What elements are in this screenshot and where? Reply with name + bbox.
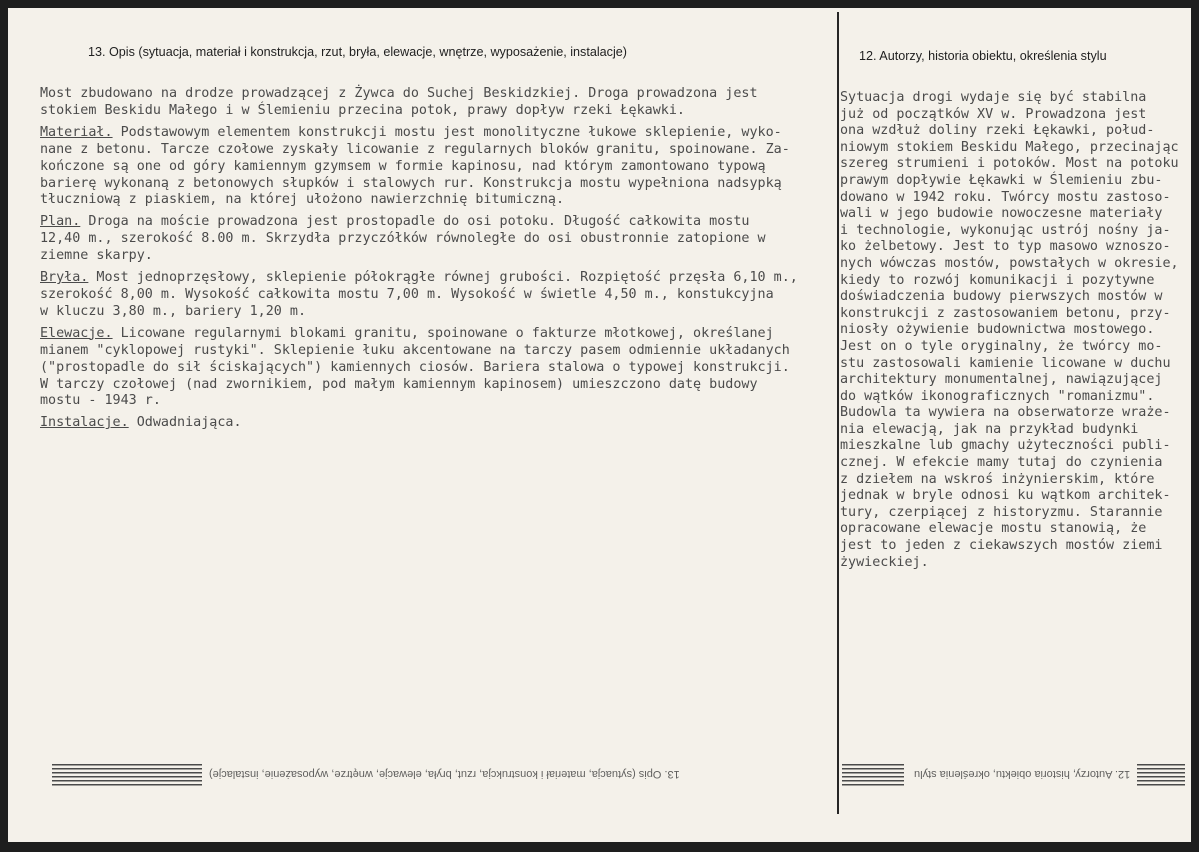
text-line: opracowane elewacje mostu stanowią, że — [840, 521, 1147, 537]
text-line: szereg strumieni i potoków. Most na potoku — [840, 156, 1179, 172]
material-label: Materiał. — [40, 124, 113, 140]
text-line: do wątków ikonograficznych "romanizmu". — [840, 388, 1155, 404]
text-run: Most jednoprzęsłowy, sklepienie półokrągłe równej grubości. Rozpiętość przęsła 6,10 m., — [88, 270, 798, 286]
text-line: niosły ożywienie budownictwa mostowego. — [840, 322, 1155, 338]
text-line: tury, czerpiącej z historyzmu. Starannie — [840, 504, 1163, 520]
text-line: żywieckiej. — [840, 554, 929, 570]
text-run: Droga na moście prowadzona jest prostopadle do osi potoku. Długość całkowita mostu — [80, 214, 750, 230]
text-line: dowano w 1942 roku. Twórcy mostu zastoso- — [840, 189, 1171, 205]
text-line: już od początków XV w. Prowadzona jest — [840, 106, 1147, 122]
text-line: 12,40 m., szerokość 8.00 m. Skrzydła przyczółków równoległe do osi obustronnie zatopione w — [40, 231, 766, 247]
text-line: z dziełem na wskroś inżynierskim, które — [840, 471, 1155, 487]
wave-pattern — [842, 764, 904, 786]
text-run: Odwadniająca. — [128, 415, 242, 431]
text-line — [40, 270, 835, 287]
text-line: Sytuacja drogi wydaje się być stabilna — [840, 90, 1147, 105]
text-line: barierę wykonaną z betonowych słupków i stalowych rur. Konstrukcja mostu wypełniona nadsypką — [40, 175, 782, 191]
text-line: kiedy to rozwój komunikacji i pozytywne — [840, 272, 1155, 288]
text-line: nane z betonu. Tarcze czołowe zyskały licowanie z regularnych bloków granitu, spoinowane. Za- — [40, 141, 790, 157]
bryla-label: Bryła. — [40, 270, 89, 286]
material-paragraph — [40, 125, 835, 210]
column-divider — [837, 12, 839, 814]
text-line: mieszkalne lub gmachy użyteczności publi- — [840, 438, 1171, 454]
text-line: cznej. W efekcie mamy tutaj do czynienia — [840, 455, 1163, 471]
text-line: szerokość 8,00 m. Wysokość całkowita mostu 7,00 m. Wysokość w świetle 4,50 m., konstukcyjna — [40, 286, 774, 302]
text-line: Jest on o tyle oryginalny, że twórcy mo- — [840, 338, 1163, 354]
text-line: mostu - 1943 r. — [40, 393, 161, 409]
text-line: ko żelbetowy. Jest to typ masowo wznoszo- — [840, 239, 1171, 255]
text-line: architektury monumentalnej, nawiązującej — [840, 372, 1163, 388]
section-13-header: 13. Opis (sytuacja, materiał i konstrukcja, rzut, bryła, elewacje, wnętrze, wyposażenie, instalacje) — [88, 45, 627, 59]
wave-pattern — [1137, 764, 1185, 786]
text-line: jednak w bryle odnosi ku wątkom architek- — [840, 488, 1171, 504]
text-line: ("prostopadle do sił ściskających") kamiennych ciosów. Bariera stalowa o typowej konstrukcji. — [40, 359, 790, 375]
text-line: niowym stokiem Beskidu Małego, przecinając — [840, 139, 1179, 155]
history-text — [840, 90, 1190, 571]
instalacje-label: Instalacje. — [40, 415, 129, 431]
description-text — [40, 86, 835, 437]
text-line — [40, 214, 835, 231]
bleed-through-footer — [52, 764, 1185, 786]
text-run: Podstawowym elementem konstrukcji mostu jest monolityczne łukowe sklepienie, wyko- — [112, 124, 782, 140]
text-line: i technologie, wykonując ustrój nośny ja- — [840, 222, 1171, 238]
text-line: mianem "cyklopowej rustyki". Sklepienie łuku akcentowane na tarczy pasem odmiennie układanych — [40, 342, 790, 358]
elewacje-paragraph — [40, 326, 835, 411]
text-line: konstrukcji z zastosowaniem betonu, przy- — [840, 305, 1171, 321]
text-line: W tarczy czołowej (nad zwornikiem, pod małym kamiennym kapinosem) umieszczono datę budowy — [40, 376, 758, 392]
text-line: nia elewacją, jak na przykład budynki — [840, 421, 1139, 437]
elewacje-label: Elewacje. — [40, 325, 113, 341]
text-line: doświadczenia budowy pierwszych mostów w — [840, 289, 1163, 305]
text-line: ona wzdłuż doliny rzeki Łękawki, połud- — [840, 123, 1155, 139]
plan-label: Plan. — [40, 214, 81, 230]
text-line: wali w jego budowie nowoczesne materiały — [840, 206, 1163, 222]
text-line: kończone są one od góry kamiennym gzymsem w formie kapinosu, nad którym zamontowano typową — [40, 158, 766, 174]
text-line — [40, 125, 835, 142]
text-line: nych wówczas mostów, powstałych w okresie, — [840, 255, 1179, 271]
text-line: prawym dopływie Łękawki w Ślemieniu zbu- — [840, 172, 1163, 188]
text-line — [40, 326, 835, 343]
text-line: w kluczu 3,80 m., bariery 1,20 m. — [40, 303, 307, 319]
mirrored-header-13: 13. Opis (sytuacja, materiał i konstrukcja, rzut, bryła, elewacje, wnętrze, wyposażenie, instalacje) — [209, 768, 680, 780]
section-12-header: 12. Autorzy, historia obiektu, określenia stylu — [859, 49, 1107, 63]
text-line — [40, 415, 835, 432]
plan-paragraph — [40, 214, 835, 265]
document-sheet — [8, 8, 1191, 842]
text-line: tłuczniową z piaskiem, na której ułożono nawierzchnię bitumiczną. — [40, 192, 565, 208]
text-line: jest to jeden z ciekawszych mostów ziemi — [840, 538, 1163, 554]
instalacje-paragraph — [40, 415, 835, 432]
text-line: Most zbudowano na drodze prowadzącej z Żywca do Suchej Beskidzkiej. Droga prowadzona jest — [40, 86, 758, 101]
text-line: ziemne skarpy. — [40, 248, 153, 264]
text-run: Licowane regularnymi blokami granitu, spoinowane o fakturze młotkowej, określanej — [112, 325, 774, 341]
mirrored-header-12: 12. Autorzy, historia obiektu, określenia stylu — [914, 768, 1131, 780]
text-line: stu zastosowali kamienie licowane w duchu — [840, 355, 1171, 371]
text-line: stokiem Beskidu Małego i w Ślemieniu przecina potok, prawy dopływ rzeki Łękawki. — [40, 102, 685, 118]
bryla-paragraph — [40, 270, 835, 321]
intro-paragraph — [40, 86, 835, 120]
wave-pattern — [52, 764, 202, 786]
text-line: Budowla ta wywiera na obserwatorze wraże- — [840, 405, 1171, 421]
